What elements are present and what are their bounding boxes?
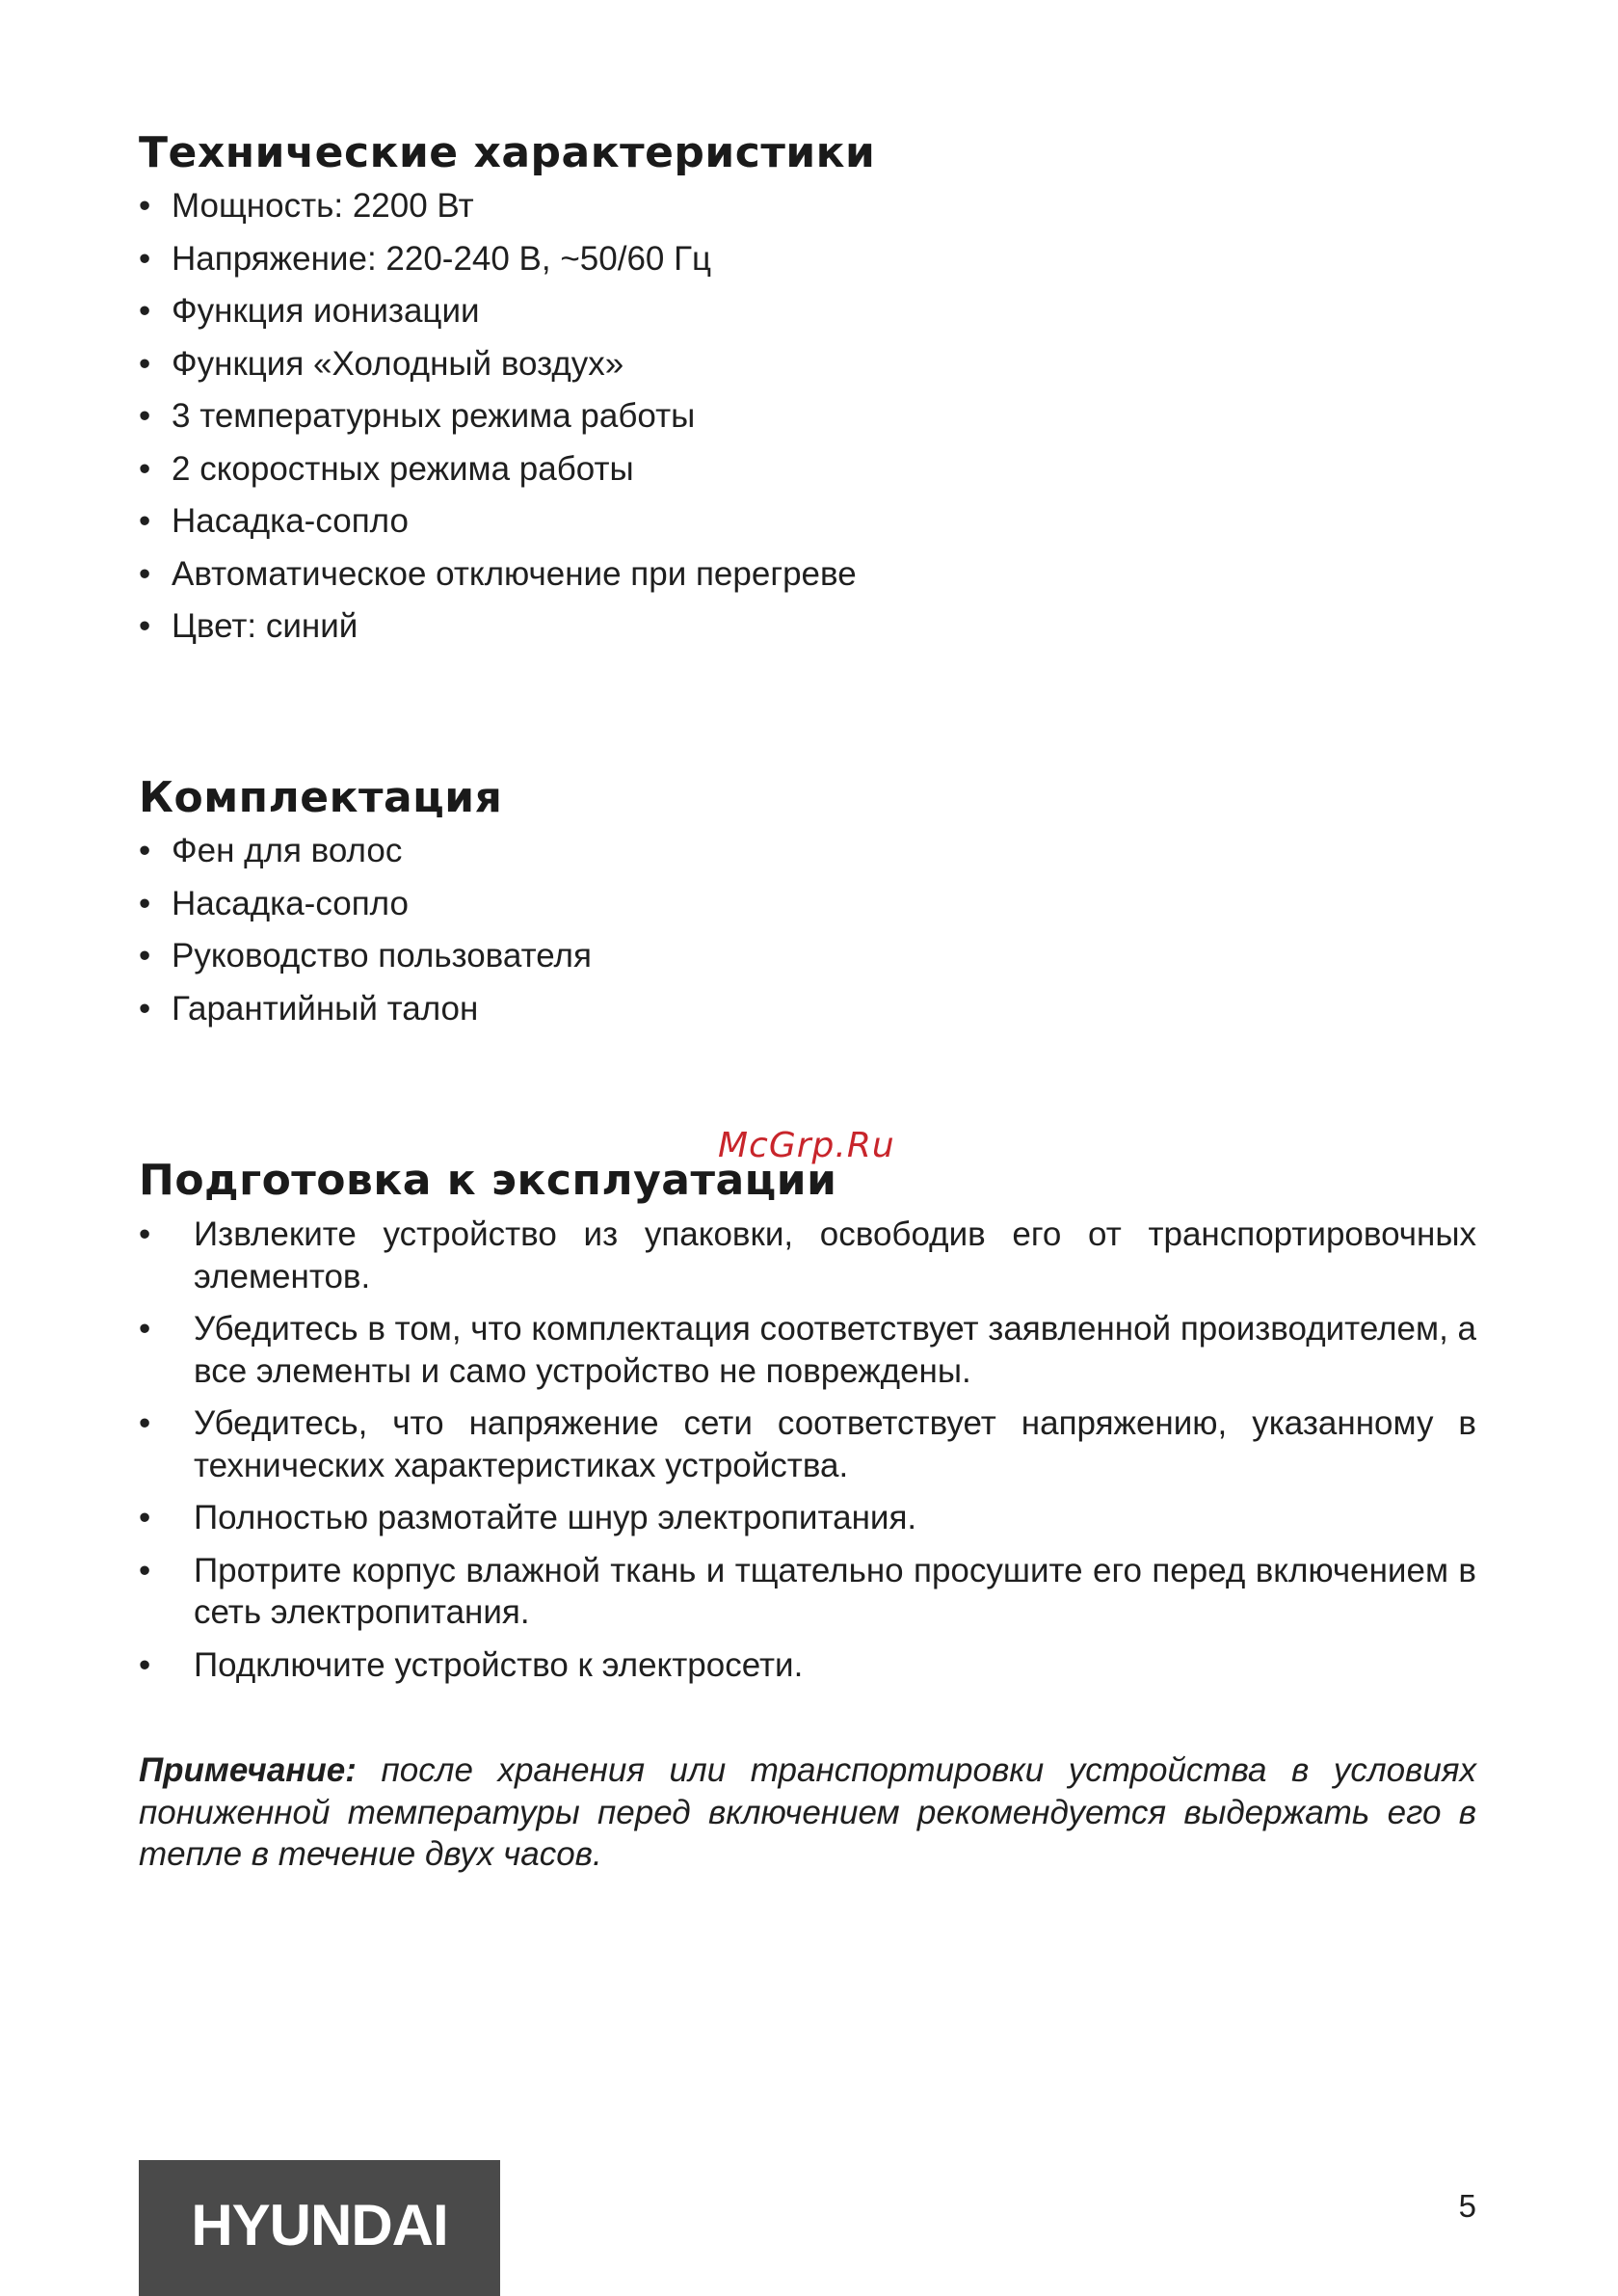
note-paragraph — [139, 1749, 1476, 1876]
brand-logo-text: HYUNDAI — [191, 2193, 448, 2257]
note-text: после хранения или транспортировки устройства в условиях пониженной температуры перед включением рекомендуется выдержать его в тепле в течение двух часов. — [139, 1751, 1476, 1873]
list-item: • Напряжение: 220-240 В, ~50/60 Гц — [139, 233, 1476, 286]
list-item: • Извлеките устройство из упаковки, освободив его от транспортировочных элементов. — [139, 1214, 1476, 1297]
specs-title: Технические характеристики — [139, 128, 876, 177]
preparation-section — [139, 1156, 1476, 1696]
list-item: • Насадка-сопло — [139, 878, 1476, 931]
specs-list — [139, 180, 1476, 654]
package-section — [139, 773, 1476, 1035]
list-item: • Мощность: 2200 Вт — [139, 180, 1476, 233]
list-item: • Функция ионизации — [139, 285, 1476, 338]
specs-section — [139, 128, 1476, 654]
list-item: • Насадка-сопло — [139, 495, 1476, 548]
watermark-text: McGrp.Ru — [718, 1126, 895, 1165]
page-number: 5 — [1458, 2188, 1476, 2224]
list-item: • Гарантийный талон — [139, 983, 1476, 1036]
list-item: • Убедитесь, что напряжение сети соответствует напряжению, указанному в технических характеристиках устройства. — [139, 1402, 1476, 1486]
list-item: • Убедитесь в том, что комплектация соответствует заявленной производителем, а все элементы и само устройство не повреждены. — [139, 1308, 1476, 1392]
list-item: • Руководство пользователя — [139, 930, 1476, 983]
package-title: Комплектация — [139, 773, 503, 822]
list-item: • 2 скоростных режима работы — [139, 443, 1476, 496]
brand-logo — [139, 2160, 500, 2296]
note-label: Примечание: — [139, 1751, 357, 1789]
package-list — [139, 825, 1476, 1035]
list-item: • Цвет: синий — [139, 601, 1476, 654]
preparation-title: Подготовка к эксплуатации — [139, 1156, 837, 1205]
list-item: • Полностью размотайте шнур электропитания. — [139, 1497, 1476, 1539]
preparation-list — [139, 1214, 1476, 1686]
list-item: • Функция «Холодный воздух» — [139, 338, 1476, 391]
list-item: • Протрите корпус влажной ткань и тщательно просушите его перед включением в сеть электропитания. — [139, 1550, 1476, 1634]
list-item: • Автоматическое отключение при перегреве — [139, 548, 1476, 601]
list-item: • 3 температурных режима работы — [139, 390, 1476, 443]
list-item: • Фен для волос — [139, 825, 1476, 878]
list-item: • Подключите устройство к электросети. — [139, 1644, 1476, 1687]
